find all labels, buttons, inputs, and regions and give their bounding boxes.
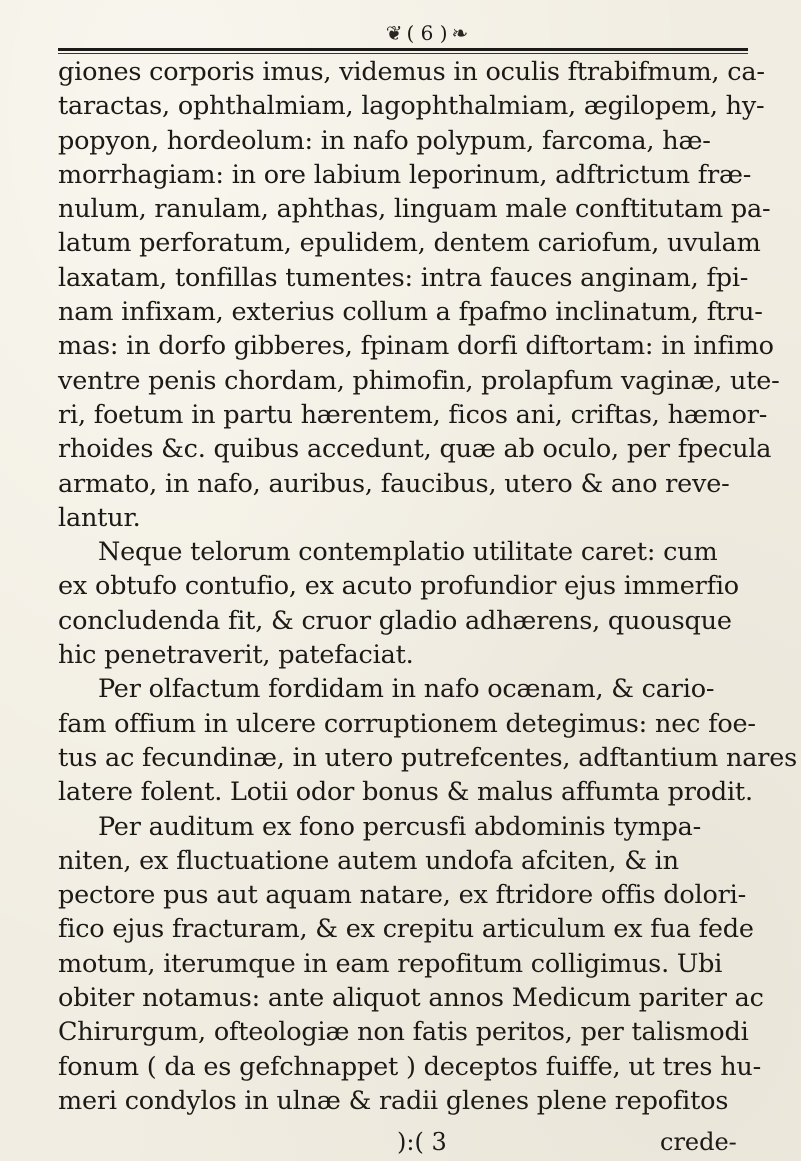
text-line: mas: in dorfo gibberes, fpinam dorfi diftortam: in infimo xyxy=(58,331,774,362)
text-line: Chirurgum, ofteologiæ non fatis peritos, per talismodi xyxy=(58,1017,749,1048)
header-rule-thin xyxy=(58,53,748,54)
text-line: obiter notamus: ante aliquot annos Medicum pariter ac xyxy=(58,983,764,1014)
right-flourish-icon: ❧ xyxy=(451,21,469,45)
text-line: latum perforatum, epulidem, dentem cariofum, uvulam xyxy=(58,228,761,259)
page-number-ornament xyxy=(352,18,502,48)
text-line: niten, ex fluctuatione autem undofa afciten, & in xyxy=(58,845,679,876)
text-line: armato, in nafo, auribus, faucibus, utero & ano reve- xyxy=(58,468,730,499)
text-line: nulum, ranulam, aphthas, linguam male conftitutam pa- xyxy=(58,194,771,225)
text-line: popyon, hordeolum: in nafo polypum, farcoma, hæ- xyxy=(58,125,711,156)
text-line: latere folent. Lotii odor bonus & malus affumta prodit. xyxy=(58,777,753,808)
text-line: meri condylos in ulnæ & radii glenes plene repofitos xyxy=(58,1085,729,1116)
text-line: nam infixam, exterius collum a fpafmo inclinatum, ftru- xyxy=(58,297,763,328)
text-line: lantur. xyxy=(58,502,141,533)
left-flourish-icon: ❦ xyxy=(385,21,403,45)
text-line: rhoides &c. quibus accedunt, quæ ab oculo, per fpecula xyxy=(58,434,772,465)
text-line: giones corporis imus, videmus in oculis ftrabifmum, ca- xyxy=(58,57,765,87)
text-line: fonum ( da es gefchnappet ) deceptos fuiffe, ut tres hu- xyxy=(58,1051,762,1082)
paragraph-start-line: Per auditum ex fono percusfi abdominis tympa- xyxy=(98,811,702,842)
page-number: ( 6 ) xyxy=(406,21,448,45)
text-line: pectore pus aut aquam natare, ex ftridore offis dolori- xyxy=(58,880,746,911)
text-line: concludenda fit, & cruor gladio adhærens, quousque xyxy=(58,605,732,636)
text-line: laxatam, tonfillas tumentes: intra fauces anginam, fpi- xyxy=(58,262,749,293)
text-line: fico ejus fracturam, & ex crepitu articulum ex fua fede xyxy=(58,914,754,945)
text-line: ex obtufo contufio, ex acuto profundior ejus immerfio xyxy=(58,571,739,602)
text-block xyxy=(58,55,797,1118)
text-line: ri, foetum in partu hærentem, ficos ani, criftas, hæmor- xyxy=(58,399,768,430)
signature-mark: ):( 3 xyxy=(397,1128,447,1156)
paragraph-start-line: Neque telorum contemplatio utilitate caret: cum xyxy=(98,537,718,568)
text-line: tus ac fecundinæ, in utero putrefcentes, adftantium nares xyxy=(58,742,797,773)
catchword: crede- xyxy=(660,1128,737,1156)
text-line: morrhagiam: in ore labium leporinum, adftrictum fræ- xyxy=(58,159,752,190)
page-footer xyxy=(0,1127,801,1157)
text-line: fam offium in ulcere corruptionem detegimus: nec foe- xyxy=(58,708,756,739)
text-line: ventre penis chordam, phimofin, prolapfum vaginæ, ute- xyxy=(58,365,780,396)
text-line: hic penetraverit, patefaciat. xyxy=(58,640,414,671)
text-line: motum, iterumque in eam repofitum colligimus. Ubi xyxy=(58,948,723,979)
header-rule xyxy=(58,48,748,51)
text-line: taractas, ophthalmiam, lagophthalmiam, ægilopem, hy- xyxy=(58,91,765,122)
paragraph-start-line: Per olfactum fordidam in nafo ocænam, & cario- xyxy=(98,674,715,705)
